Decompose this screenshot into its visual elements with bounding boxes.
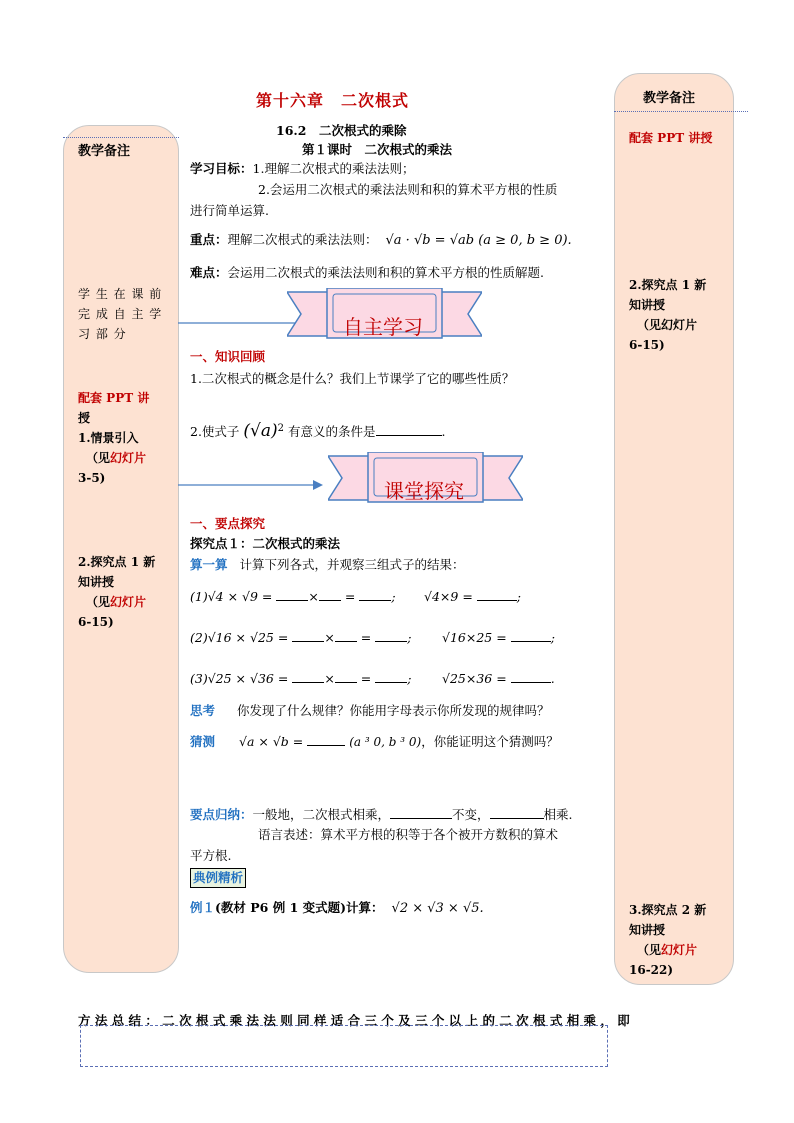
right-notes-panel [614, 73, 734, 985]
summary-line: 要点归纳：一般地，二次根式相乘， 不变， 相乘. [190, 807, 573, 822]
arrow-to-banner-2 [178, 477, 323, 493]
review-question-1: 1.二次根式的概念是什么？我们上节课学了它的哪些性质？ [190, 371, 515, 386]
review-heading: 一、知识回顾 [190, 349, 266, 364]
method-summary-box [80, 1025, 608, 1067]
explore-point-1: 探究点１：二次根式的乘法 [190, 536, 341, 551]
left-panel-divider [63, 137, 179, 138]
lesson-title: 第１课时 二次根式的乘法 [302, 142, 453, 157]
example-1: 例１(教材 P6 例 1 变式题)计算： √2 × √3 × √5. [190, 900, 484, 916]
left-note-point1: 2.探究点 1 新 知讲授 （见幻灯片 6-15) [78, 555, 156, 629]
left-note-ppt: 配套 PPT 讲 授 1.情景引入 （见幻灯片 3-5) [78, 391, 150, 485]
objective-line-3: 进行简单运算. [190, 203, 269, 218]
example-box-label: 典例精析 [190, 868, 246, 888]
objective-line-2: 2.会运用二次根式的乘法法则和积的算术平方根的性质 [258, 182, 558, 197]
calc-row-3: (3)√25 × √36 = × = ; [190, 671, 412, 686]
calc-row-1: (1)√4 × √9 = × = ; [190, 589, 396, 604]
key-point: 重点：理解二次根式的乘法法则： √a · √b = √ab (a ≥ 0, b ≥ 0). [190, 232, 572, 248]
summary-language: 语言表述：算术平方根的积等于各个被开方数积的算术 [258, 827, 559, 842]
right-note-ppt: 配套 PPT 讲授 [629, 131, 713, 145]
banner-class-explore-text: 课堂探究 [384, 479, 464, 503]
summary-language-end: 平方根. [190, 848, 232, 863]
right-panel-title: 教学备注 [643, 91, 696, 106]
banner-self-study-text: 自主学习 [343, 315, 423, 339]
chapter-title: 第十六章 二次根式 [256, 91, 410, 110]
calc-row-2-right: √16×25 = ; [442, 630, 555, 645]
explore-heading: 一、要点探究 [190, 516, 266, 531]
think-line: 思考 你发现了什么规律？你能用字母表示你所发现的规律吗？ [190, 703, 550, 718]
method-summary: 方 法 总 结 ： 二 次 根 式 乘 法 法 则 同 样 适 合 三 个 及 三 个 以 上 的 二 次 根 式 相 乘 ， 即 [78, 1013, 630, 1028]
calc-row-3-right: √25×36 = . [442, 671, 555, 686]
review-question-2: 2.使式子 $(√a)^2$ 有意义的条件是 . [190, 421, 446, 442]
calc-row-2: (2)√16 × √25 = × = ; [190, 630, 412, 645]
difficulty-point: 难点：会运用二次根式的乘法法则和积的算术平方根的性质解题. [190, 265, 544, 280]
calc-row-1-right: √4×9 = ; [424, 589, 521, 604]
right-panel-divider [614, 111, 748, 112]
objective-line-1: 学习目标：1.理解二次根式的乘法法则； [190, 161, 415, 176]
section-title: 16.2 二次根式的乘除 [276, 123, 407, 138]
right-note-point1: 2.探究点 1 新 知讲授 （见幻灯片 6-15) [629, 278, 707, 352]
left-notes-panel [63, 125, 179, 973]
calc-instruction: 算一算 计算下列各式，并观察三组式子的结果： [190, 557, 465, 572]
right-note-point2: 3.探究点 2 新 知讲授 （见幻灯片 16-22) [629, 903, 707, 977]
left-note-preview: 学 生 在 课 前 完 成 自 主 学 习 部 分 [78, 287, 163, 341]
guess-line: 猜测 √a × √b = (a ³ 0, b ³ 0)，你能证明这个猜测吗？ [190, 734, 559, 749]
left-panel-title: 教学备注 [78, 144, 131, 159]
